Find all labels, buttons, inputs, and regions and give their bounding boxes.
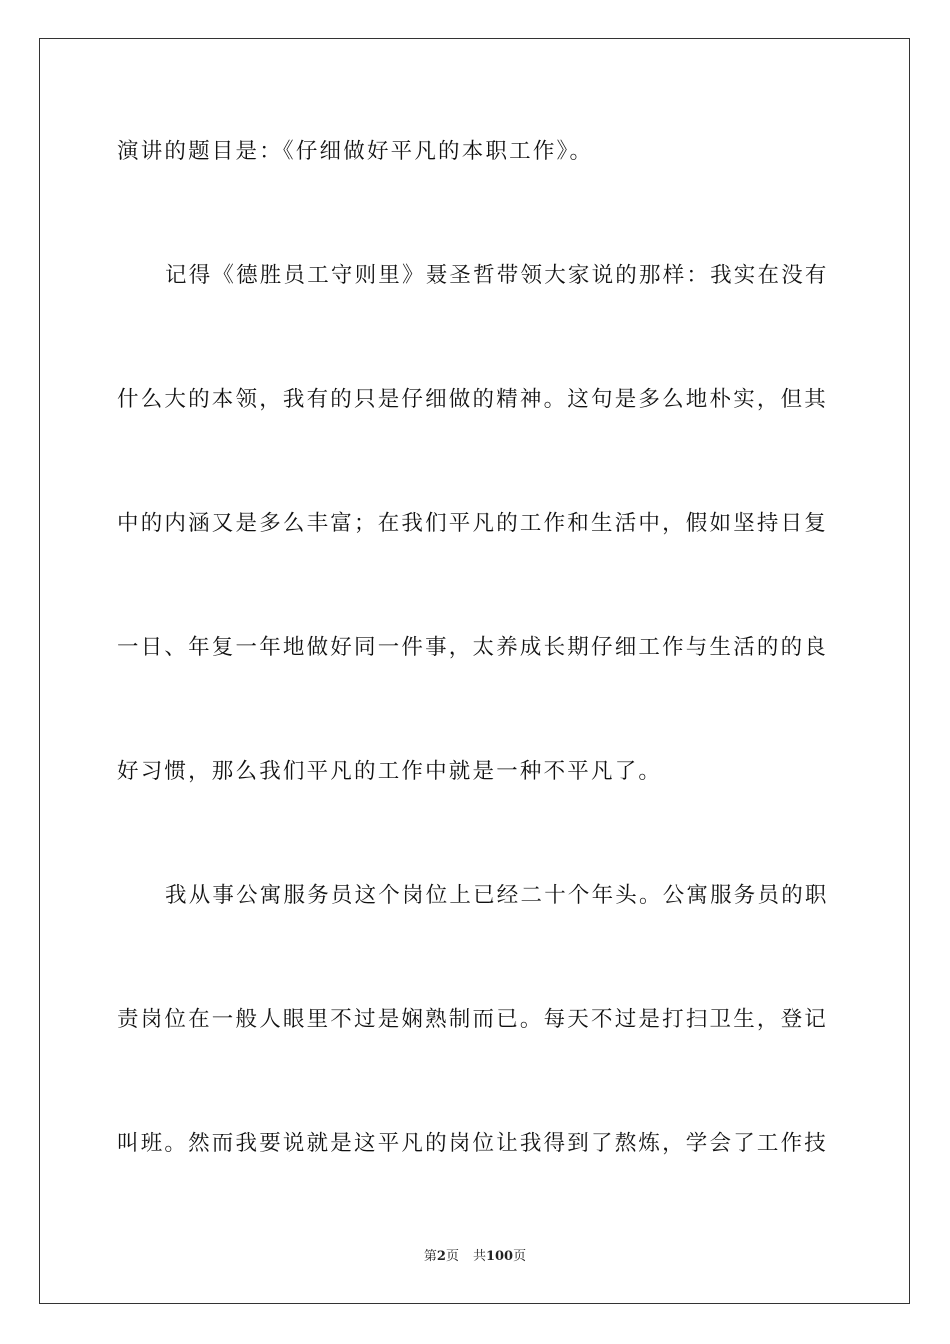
text-line-5: 一日、年复一年地做好同一件事，太养成长期仔细工作与生活的的良	[117, 635, 829, 660]
text-line-1: 演讲的题目是：《仔细做好平凡的本职工作》。	[117, 139, 594, 164]
text-line-8: 责岗位在一般人眼里不过是娴熟制而已。每天不过是打扫卫生，登记	[117, 1007, 829, 1032]
total-pages: 100	[485, 1249, 514, 1264]
page-border	[39, 38, 910, 1304]
page-suffix: 页	[445, 1249, 459, 1264]
text-line-3: 什么大的本领，我有的只是仔细做的精神。这句是多么地朴实，但其	[117, 387, 829, 412]
text-line-9: 叫班。然而我要说就是这平凡的岗位让我得到了熬炼，学会了工作技	[117, 1131, 829, 1156]
text-line-4: 中的内涵又是多么丰富；在我们平凡的工作和生活中，假如坚持日复	[117, 511, 829, 536]
total-prefix: 共	[472, 1249, 486, 1264]
text-line-2: 记得《德胜员工守则里》聂圣哲带领大家说的那样：我实在没有	[165, 263, 829, 288]
page-footer	[0, 1248, 950, 1266]
page-number: 2	[436, 1249, 446, 1264]
total-suffix: 页	[513, 1249, 527, 1264]
page-prefix: 第	[423, 1249, 437, 1264]
text-line-6: 好习惯，那么我们平凡的工作中就是一种不平凡了。	[117, 759, 663, 784]
text-line-7: 我从事公寓服务员这个岗位上已经二十个年头。公寓服务员的职	[165, 883, 829, 908]
